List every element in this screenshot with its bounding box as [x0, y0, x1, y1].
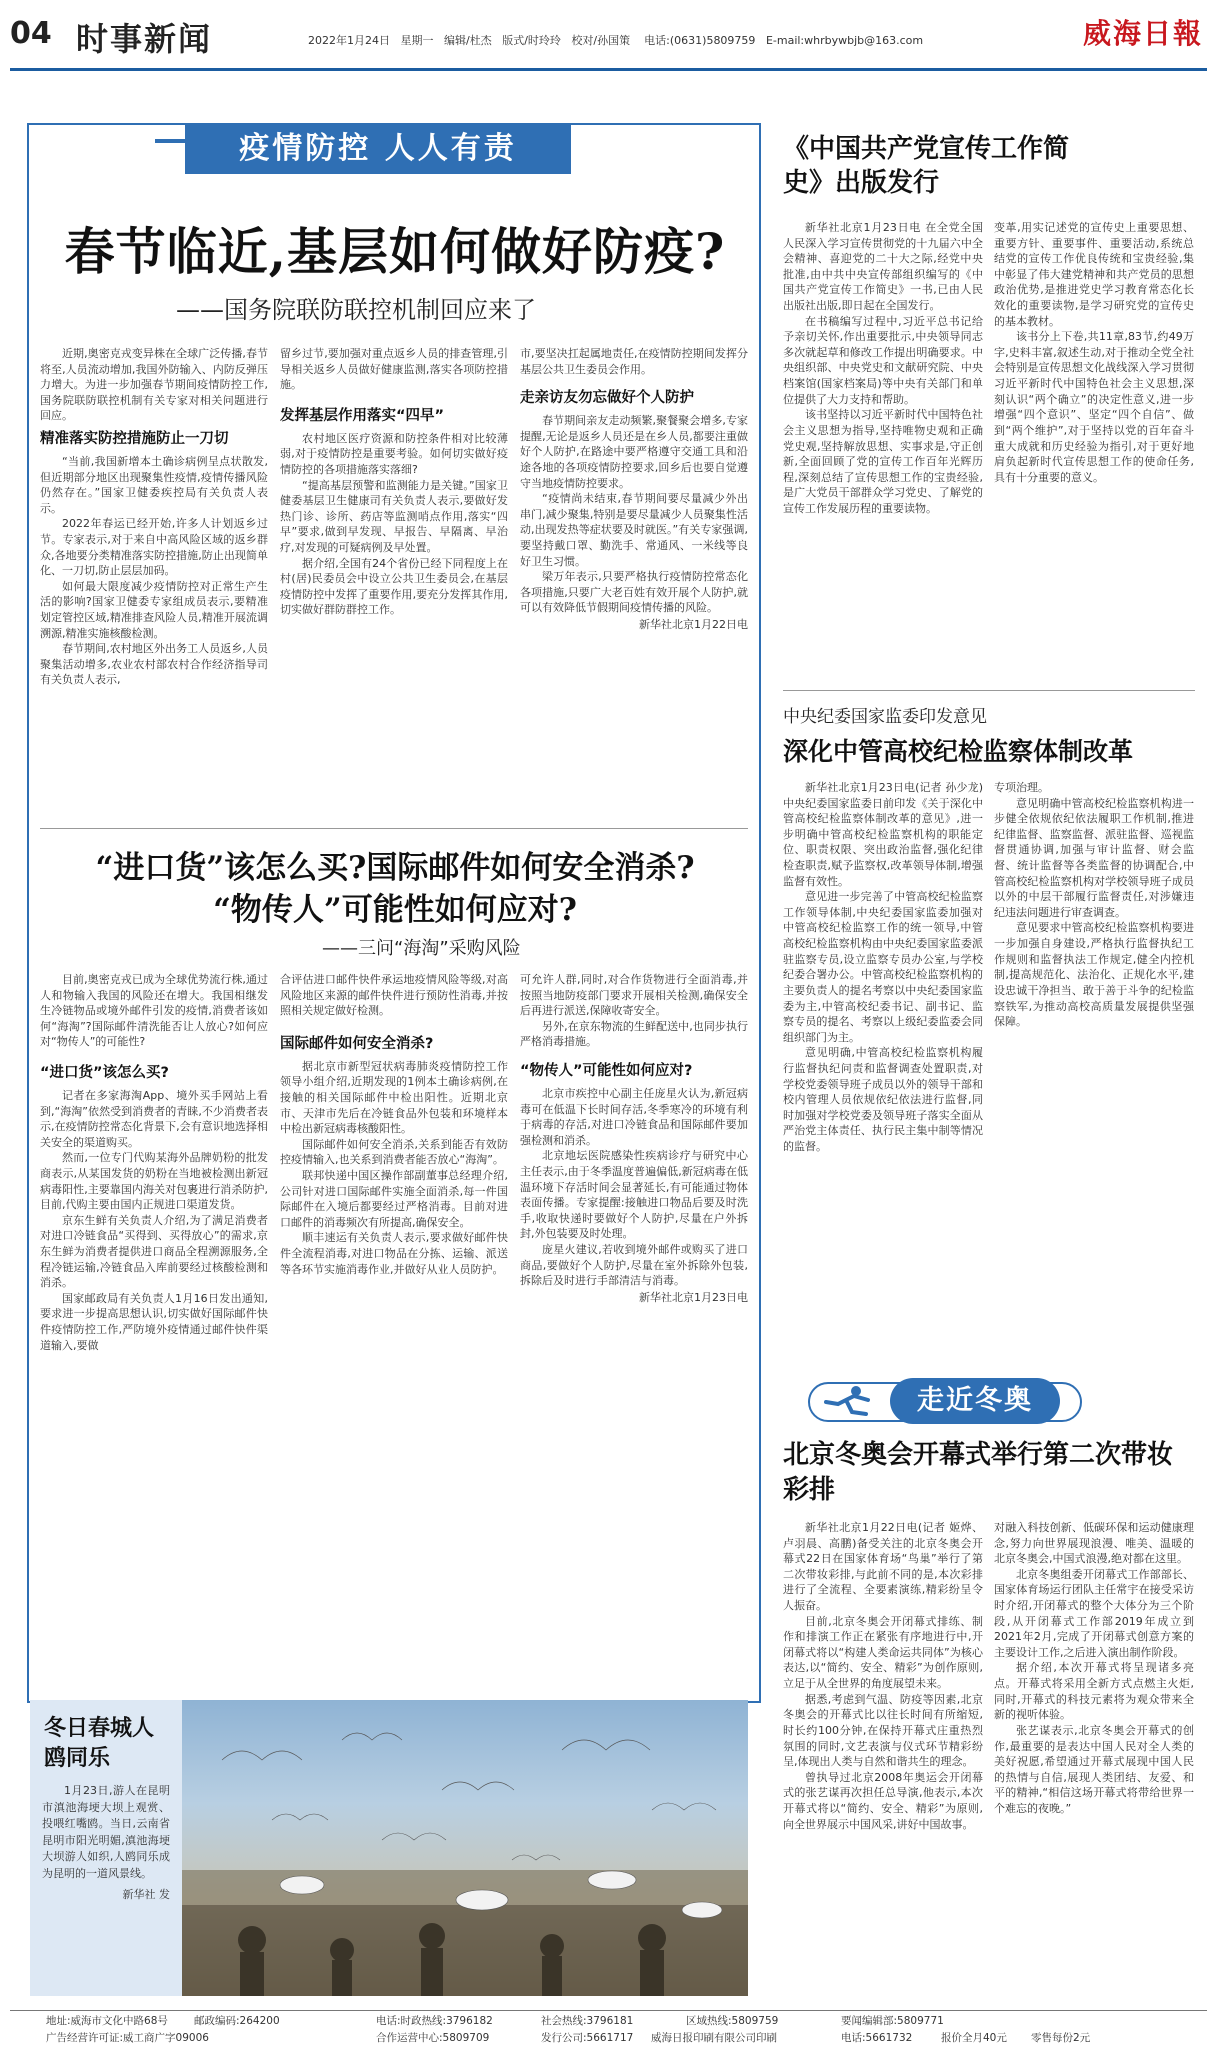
paragraph: 北京市疾控中心副主任庞星火认为,新冠病毒可在低温下长时间存活,冬季寒冷的环境有利于病毒的存活,对进口冷链食品和国际邮件要加强检测和消杀。 — [520, 1086, 748, 1147]
paragraph: 张艺谋表示,北京冬奥会开幕式的创作,最重要的是表达中国人民对全人类的美好祝愿,希望通过开幕式展现中国人民的热情与自信,展现人类团结、友爱、和平的精神,“相信这场开幕式将带给世界一个难忘的夜晚。” — [994, 1723, 1194, 1815]
paragraph: 记者在多家海淘App、境外买手网站上看到,“海淘”依然受到消费者的青睐,不少消费者表示,在疫情防控常态化背景下,会有意识地选择相关安全的渠道购买。 — [40, 1088, 268, 1149]
paragraph: “提高基层预警和监测能力是关键。”国家卫健委基层卫生健康司有关负责人表示,要做好发热门诊、诊所、药店等监测哨点作用,落实“四早”要求,做到早发现、早报告、早隔离、早治疗,对发现的可疑病例及早处置。 — [280, 478, 508, 554]
article2-headline-2: “物传人”可能性如何应对? — [213, 892, 577, 928]
designer: 版式/时玲玲 — [502, 34, 561, 47]
header-meta — [308, 32, 923, 48]
paragraph: 春节期间,农村地区外出务工人员返乡,人员聚集活动增多,农业农村部农村合作经济指导司有关负责人表示, — [40, 642, 268, 687]
subheading: 精准落实防控措施防止一刀切 — [40, 431, 229, 448]
paragraph: 近期,奥密克戎变异株在全球广泛传播,春节将至,人员流动增加,我国外防输入、内防反弹压力增大。为进一步加强春节期间疫情防控工作,国务院联防联控机制有关专家对相关问题进行回应。 — [40, 347, 268, 423]
subheading: 国际邮件如何安全消杀? — [280, 1035, 434, 1052]
paragraph: 意见明确中管高校纪检监察机构进一步健全依规依纪依法履职工作机制,推进纪律监督、监察监督、派驻监督、巡视监督贯通协调,加强与审计监督、财会监督、统计监督等各类监督的协调配合,中管高校纪检监察机构对学校领导班子成员以外的中层干部履行监督责任,对涉嫌违纪违法问题进行审查调查。 — [994, 796, 1194, 919]
paragraph: 意见明确,中管高校纪检监察机构履行监督执纪问责和监督调查处置职责,对学校党委领导班子成员以外的领导干部和校内管理人员依规依纪依法进行监督,同时加强对学校党委及领导班子落实全面从严治党主体责任、执行民主集中制等情况的监督。 — [783, 1046, 983, 1154]
article2-headline-1: “进口货”该怎么买?国际邮件如何安全消杀? — [95, 850, 695, 886]
seagull-photo-illustration — [182, 1700, 748, 1996]
footer-phone: 电话:5661732 — [841, 2032, 913, 2044]
epidemic-banner — [185, 124, 571, 174]
paragraph: 目前,奥密克戎已成为全球优势流行株,通过人和物输入我国的风险还在增大。我国相继发生冷链物品或境外邮件引发的疫情,消费者该如何“海淘”?国际邮件清洗能否让人放心?如何应对“物传人”的可能性? — [40, 973, 268, 1049]
photo-title: 冬日春城人鸥同乐 — [44, 1716, 155, 1771]
footer-printer: 威海日报印刷有限公司印刷 — [651, 2032, 777, 2044]
footer-phone: 电话:时政热线:3796182 — [376, 2015, 493, 2027]
paragraph: 如何最大限度减少疫情防控对正常生产生活的影响?国家卫健委专家组成员表示,要精准划定管控区域,精准排查风险人员,精准开展流调溯源,精准实施核酸检测。 — [40, 579, 268, 640]
article4-col2 — [994, 780, 1194, 1358]
email: E-mail:whrbywbjb@163.com — [765, 34, 924, 47]
paragraph: 联邦快递中国区操作部副董事总经理介绍,公司针对进口国际邮件实施全面消杀,每一件国际邮件在入境后都要经过严格消毒。目前对进口邮件的消毒频次有所提高,确保安全。 — [280, 1168, 508, 1229]
photo-caption-box — [30, 1700, 182, 1996]
paragraph: 农村地区医疗资源和防控条件相对比较薄弱,对于疫情防控是重要考验。如何切实做好疫情防控的各项措施落实落细? — [280, 431, 508, 476]
winter-banner-title: 走近冬奥 — [917, 1385, 1033, 1416]
paragraph: 新华社北京1月23日电(记者 孙少龙)中央纪委国家监委日前印发《关于深化中管高校纪检监察体制改革的意见》,进一步明确中管高校纪检监察机构的职能定位、职责权限、突出政治监督,强化纪律检查职责,赋予监察权,改革领导体制,增强监督有效性。 — [783, 781, 983, 888]
paragraph: 据介绍,本次开幕式将呈现诸多亮点。开幕式将采用全新方式点燃主火炬,同时,开幕式的科技元素将为观众带来全新的视听体验。 — [994, 1661, 1194, 1722]
paragraph: 意见要求中管高校纪检监察机构要进一步加强自身建设,严格执行监督执纪工作规则和监督执法工作规定,健全内控机制,提高规范化、法治化、正规化水平,建设忠诚干净担当、敢于善于斗争的纪检监察铁军,为推动高校高质量发展提供坚强保障。 — [994, 921, 1194, 1029]
weekday: 星期一 — [400, 34, 434, 47]
issue-date: 2022年1月24日 — [308, 34, 390, 47]
banner-title: 疫情防控 人人有责 — [239, 131, 517, 166]
winter-col2 — [994, 1520, 1194, 2000]
article1-col2 — [280, 346, 508, 778]
paragraph: 顺丰速运有关负责人表示,要求做好邮件快件全流程消毒,对进口物品在分拣、运输、派送等各环节实施消毒作业,并做好从业人员防护。 — [280, 1231, 508, 1276]
paragraph: “当前,我国新增本土确诊病例呈点状散发,但近期部分地区出现聚集性疫情,疫情传播风险仍然存在。”国家卫健委疾控局有关负责人表示。 — [40, 454, 268, 515]
divider — [40, 828, 748, 829]
paragraph: 变革,用实记述党的宣传史上重要思想、重要方针、重要事件、重要活动,系统总结党的宣传工作优良传统和宝贵经验,集中彰显了伟大建党精神和共产党员的思想政治优势,是推进党史学习教育常态化长效化的重要读物,是学习研究党的宣传史的基本教材。 — [994, 221, 1194, 328]
divider — [783, 690, 1195, 691]
paragraph: 意见进一步完善了中管高校纪检监察工作领导体制,中央纪委国家监委加强对中管高校纪检监察工作的统一领导,中管高校纪检监察机构由中央纪委国家监委派驻监察专员,设立监察专员办公室,与学校纪委合署办公。中管高校纪检监察机构的主要负责人的提名考察以中央纪委国家监委为主,中管高校纪委书记、副书记、监察专员的提名、考察以上级纪委监委会同组织部门为主。 — [783, 890, 983, 1044]
paragraph: 北京冬奥组委开闭幕式工作部部长、国家体育场运行团队主任常宇在接受采访时介绍,开闭幕式的整个大体分为三个阶段,从开闭幕式工作部2019年成立到2021年2月,完成了开闭幕式创意方案的主要设计工作,之后进入演出制作阶段。 — [994, 1567, 1194, 1659]
subheading: 发挥基层作用落实“四早” — [280, 407, 445, 424]
paragraph: 北京地坛医院感染性疾病诊疗与研究中心主任表示,由于冬季温度普遍偏低,新冠病毒在低温环境下存活时间会显著延长,有可能通过物体表面传播。专家提醒:接触进口物品后要及时洗手,收取快递时要做好个人防护,尽量在户外拆封,外包装要及时处理。 — [520, 1149, 748, 1241]
seagull-photo — [182, 1700, 748, 1996]
subheading: “物传人”可能性如何应对? — [520, 1063, 693, 1080]
article1-headline: 春节临近,基层如何做好防疫? — [64, 222, 726, 281]
winter-banner — [808, 1378, 1082, 1424]
footer-license: 广告经营许可证:威工商广字09006 — [46, 2032, 209, 2044]
proofreader: 校对/孙国策 — [571, 34, 631, 47]
paragraph: 梁万年表示,只要严格执行疫情防控常态化各项措施,只要广大老百姓有效开展个人防护,就可以有效降低节假期间疫情传播的风险。 — [520, 570, 748, 615]
footer-price: 零售每份2元 — [1031, 2032, 1091, 2044]
article3-col2 — [994, 220, 1194, 660]
footer-address: 地址:威海市文化中路68号 — [46, 2015, 168, 2027]
page-number: 04 — [10, 16, 52, 51]
photo-caption: 1月23日,游人在昆明市滇池海埂大坝上观赏、投喂红嘴鸥。当日,云南省昆明市阳光明媚,滇池海埂大坝游人如织,人鸥同乐成为昆明的一道风景线。 — [42, 1784, 170, 1880]
paragraph: 目前,北京冬奥会开闭幕式排练、制作和排演工作正在紧张有序地进行中,开闭幕式将以“构建人类命运共同体”为核心表达,以“简约、安全、精彩”为创作原则,立足于从全世界的角度展望未来。 — [783, 1614, 983, 1691]
paragraph: 据介绍,全国有24个省份已经下同程度上在村(居)民委员会中设立公共卫生委员会,在基层疫情防控中发挥了重要作用,要充分发挥其作用,切实做好群防群控工作。 — [280, 556, 508, 617]
paragraph: 据北京市新型冠状病毒肺炎疫情防控工作领导小组介绍,近期发现的1例本土确诊病例,在接触的相关国际邮件中检出阳性。近期北京市、天津市先后在冷链食品外包装和环境样本中检出新冠病毒核酸阳性。 — [280, 1059, 508, 1136]
paragraph: 春节期间亲友走动频繁,聚餐聚会增多,专家提醒,无论是返乡人员还是在乡人员,都要注重做好个人防护,在路途中要严格遵守交通工具和沿途各地的各项疫情防控要求,回乡后也要自觉遵守当地疫情防控要求。 — [520, 414, 748, 490]
paragraph: 新华社北京1月22日电(记者 姬烨、卢羽晨、高鹏)备受关注的北京冬奥会开幕式22日在国家体育场“鸟巢”举行了第二次带妆彩排,与此前不同的是,本次彩排进行了全流程、全要素演练,精彩纷呈令人振奋。 — [783, 1521, 983, 1613]
paragraph: 合评估进口邮件快件承运地疫情风险等级,对高风险地区来源的邮件快件进行预防性消毒,并按照相关规定做好检测。 — [280, 973, 508, 1018]
footer — [46, 2013, 1196, 2049]
footer-phone: 社会热线:3796181 — [541, 2015, 634, 2027]
paragraph: 新华社北京1月23日电 在全党全国人民深入学习宣传贯彻党的十九届六中全会精神、喜迎党的二十大之际,经党中央批准,由中共中央宣传部组织编写的《中国共产党宣传工作简史》一书,已由人民出版社出版,即日起在全国发行。 — [783, 221, 983, 313]
paragraph: 对融入科技创新、低碳环保和运动健康理念,努力向世界展现浪漫、唯美、温暖的北京冬奥会,中国式浪漫,绝对都在这里。 — [994, 1521, 1194, 1566]
footer-rule — [10, 2010, 1207, 2011]
footer-phone: 发行公司:5661717 — [541, 2032, 634, 2044]
dateline: 新华社北京1月23日电 — [639, 1290, 748, 1304]
subheading: “进口货”该怎么买? — [40, 1065, 169, 1082]
winter-col1 — [783, 1520, 983, 2000]
article2-col2 — [280, 972, 508, 1584]
footer-line-1 — [46, 2013, 1196, 2030]
article1-col1 — [40, 346, 268, 778]
banner-left-stripe — [155, 139, 185, 143]
footer-line-2 — [46, 2030, 1196, 2047]
article3-col1 — [783, 220, 983, 660]
dateline: 新华社北京1月22日电 — [639, 617, 748, 631]
article1-subhead: ——国务院联防联控机制回应来了 — [176, 296, 536, 324]
skater-icon — [816, 1384, 880, 1418]
banner-pill — [890, 1378, 1060, 1424]
paragraph: 市,要坚决扛起属地责任,在疫情防控期间发挥分基层公共卫生委员会作用。 — [520, 347, 748, 376]
paragraph: 留乡过节,要加强对重点返乡人员的排查管理,引导相关返乡人员做好健康监测,落实各项防控措施。 — [280, 347, 508, 392]
page-header — [10, 8, 1207, 68]
paragraph: 据悉,考虑到气温、防疫等因素,北京冬奥会的开幕式比以往长时间有所缩短,时长约100分钟,在保持开幕式庄重热烈氛围的同时,文艺表演与仪式环节精彩纷呈,体现出人类与自然和谐共生的理念。 — [783, 1692, 983, 1769]
paragraph: 庞星火建议,若收到境外邮件或购买了进口商品,要做好个人防护,尽量在室外拆除外包装,拆除后及时进行手部清洁与消毒。 — [520, 1242, 748, 1288]
paragraph: 可允许人群,同时,对合作货物进行全面消毒,并按照当地防疫部门要求开展相关检测,确保安全后再进行派送,保障收寄安全。 — [520, 973, 748, 1018]
editor: 编辑/杜杰 — [444, 34, 492, 47]
masthead-logo: 威海日報 — [1082, 17, 1203, 50]
winter-headline: 北京冬奥会开幕式举行第二次带妆彩排 — [783, 1440, 1174, 1506]
article2-subhead: ——三问“海淘”采购风险 — [322, 938, 521, 959]
phone: 电话:(0631)5809759 — [644, 34, 756, 47]
footer-phone: 区域热线:5809759 — [686, 2015, 779, 2027]
paragraph: 在书稿编写过程中,习近平总书记给予亲切关怀,作出重要批示,中央领导同志多次就起草和修改工作提出明确要求。中央组织部、中央党史和文献研究院、中央档案馆(国家档案局)等中央有关部门和单位提供了大力支持和帮助。 — [783, 314, 983, 406]
paragraph: 该书分上下卷,共11章,83节,约49万字,史料丰富,叙述生动,对于推动全党全社会特别是宣传思想文化战线深入学习贯彻习近平新时代中国特色社会主义思想,深刻认识“两个确立”的决定性意义,进一步增强“四个意识”、坚定“四个自信”、做到“两个维护”,对于坚持以党的百年奋斗重大成就和历史经验为指引,对于更好地肩负起新时代宣传思想工作的使命任务,具有十分重要的意义。 — [994, 330, 1194, 484]
paragraph: 京东生鲜有关负责人介绍,为了满足消费者对进口冷链食品“买得到、买得放心”的需求,京东生鲜为消费者提供进口商品全程溯源服务,全程冷链运输,冷链食品入库前要经过核酸检测和消杀。 — [40, 1213, 268, 1290]
paragraph: 该书坚持以习近平新时代中国特色社会主义思想为指导,坚持唯物史观和正确党史观,坚持解放思想、实事求是,守正创新,全面回顾了党的宣传工作百年光辉历程,深刻总结了宣传思想工作的宝贵经验,是广大党员干部群众学习党史、了解党的宣传工作发展历程的重要读物。 — [783, 408, 983, 515]
article3-headline: 《中国共产党宣传工作简史》出版发行 — [783, 134, 1070, 199]
article4-kicker: 中央纪委国家监委印发意见 — [783, 707, 987, 727]
paragraph: 专项治理。 — [994, 781, 1049, 794]
article1-col3 — [520, 346, 748, 806]
footer-phone: 合作运营中心:5809709 — [376, 2032, 490, 2044]
section-title: 时事新闻 — [76, 20, 213, 58]
footer-price: 报价全月40元 — [941, 2032, 1007, 2044]
paragraph: 曾执导过北京2008年奥运会开闭幕式的张艺谋再次担任总导演,他表示,本次开幕式将以“简约、安全、精彩”为原则,向全世界展示中国风采,讲好中国故事。 — [783, 1770, 983, 1831]
article2-col3 — [520, 972, 748, 1584]
paragraph: 另外,在京东物流的生鲜配送中,也同步执行严格消毒措施。 — [520, 1019, 748, 1049]
subheading: 走亲访友勿忘做好个人防护 — [520, 390, 694, 407]
paragraph: 2022年春运已经开始,许多人计划返乡过节。专家表示,对于来自中高风险区域的返乡群众,各地要分类精准落实防控措施,防止出现简单化、一刀切,防止层层加码。 — [40, 517, 268, 578]
footer-postcode: 邮政编码:264200 — [194, 2015, 280, 2027]
paragraph: 然而,一位专门代购某海外品牌奶粉的批发商表示,从某国发货的奶粉在当地被检测出新冠病毒阳性,主要靠国内海关对包裹进行消杀防护,目前,代购主要由国内正规进口渠道发货。 — [40, 1151, 268, 1212]
paragraph: 国家邮政局有关负责人1月16日发出通知,要求进一步提高思想认识,切实做好国际邮件快件疫情防控工作,严防境外疫情通过邮件快件渠道输入,要做 — [40, 1291, 268, 1352]
article4-headline: 深化中管高校纪检监察体制改革 — [783, 737, 1134, 766]
photo-credit: 新华社 发 — [122, 1888, 170, 1902]
article2-col1 — [40, 972, 268, 1584]
article4-col1 — [783, 780, 983, 1358]
footer-phone: 要闻编辑部:5809771 — [841, 2015, 944, 2027]
paragraph: “疫情尚未结束,春节期间要尽量减少外出串门,减少聚集,特别是要尽量减少人员聚集性活动,出现发热等症状要及时就医。”有关专家强调,要坚持戴口罩、勤洗手、常通风、一米线等良好卫生习惯。 — [520, 492, 748, 568]
paragraph: 国际邮件如何安全消杀,关系到能否有效防控疫情输入,也关系到消费者能否放心“海淘”。 — [280, 1137, 508, 1167]
header-rule — [10, 68, 1207, 71]
